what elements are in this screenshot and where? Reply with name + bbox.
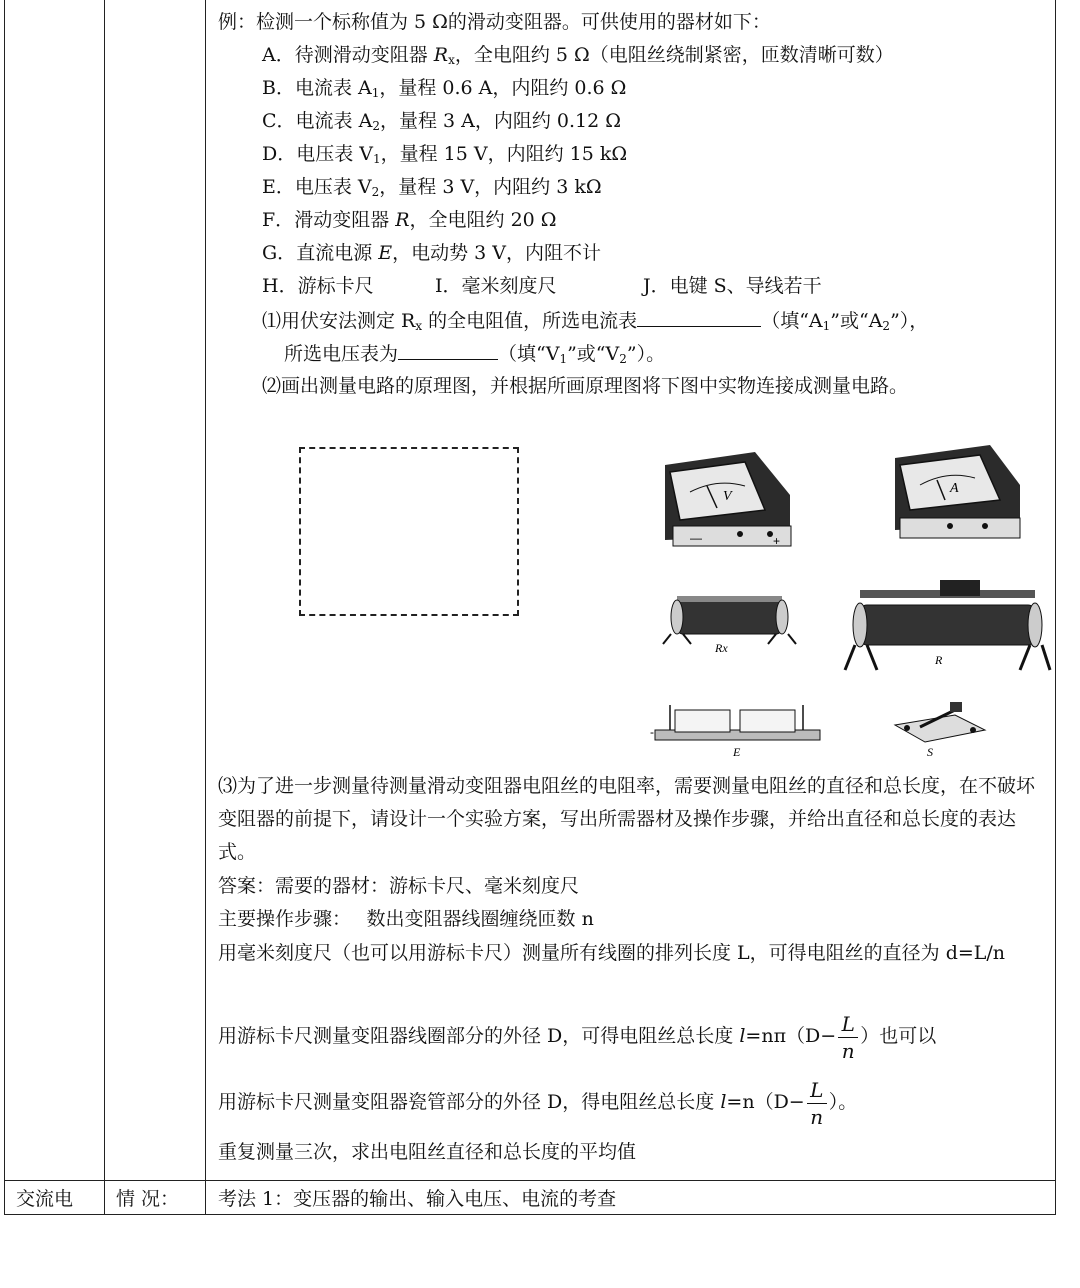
list-item: G．直流电源 E，电动势 3 V，内阻不计 — [262, 242, 601, 264]
question-1-line-2: 所选电压表为 （填“$V_1$”或“$V_2$”）。 — [284, 343, 666, 366]
table-border-bottom — [4, 1214, 1056, 1215]
voltmeter-device — [665, 452, 791, 548]
answer-blank-voltmeter[interactable] — [398, 341, 498, 360]
e-label: E — [733, 745, 741, 759]
situation-cell: 情 况： — [116, 1188, 180, 1210]
r-label: R — [935, 653, 943, 667]
svg-text:+: + — [773, 534, 781, 548]
switch-device — [895, 702, 985, 759]
answer-blank-ammeter[interactable] — [637, 308, 761, 327]
list-item: B．电流表 $A_1$，量程 0.6 A，内阻约 0.6 Ω — [262, 77, 627, 100]
question-1-line-1: ⑴用伏安法测定 $R_x$ 的全电阻值，所选电流表 （填“$A_1$”或“$A_2$”）， — [262, 310, 929, 333]
row-divider — [4, 1180, 1056, 1181]
list-item: H．游标卡尺 — [262, 275, 374, 297]
answer-materials: 答案：需要的器材：游标卡尺、毫米刻度尺 — [218, 875, 580, 897]
list-item: J．电键 S、导线若干 — [643, 275, 822, 297]
list-item: E．电压表 $V_2$，量程 3 V，内阻约 3 kΩ — [262, 176, 602, 199]
r-rheostat-device — [845, 580, 1050, 670]
list-item: C．电流表 $A_2$，量程 3 A，内阻约 0.12 Ω — [262, 110, 621, 133]
table-border-right — [1055, 0, 1056, 1215]
circuit-diagram-box[interactable] — [299, 447, 519, 616]
example-title: 例：检测一个标称值为 5 Ω的滑动变阻器。可供使用的器材如下： — [218, 11, 771, 33]
question-3: ⑶为了进一步测量待测量滑动变阻器电阻丝的电阻率，需要测量电阻丝的直径和总长度，在不破坏变阻器的前提下，请设计一个实验方案，写出所需器材及操作步骤，并给出直径和总长度的表达式。 — [218, 775, 1036, 863]
question-2: ⑵画出测量电路的原理图，并根据所画原理图将下图中实物连接成测量电路。 — [262, 375, 909, 397]
table-divider-1 — [104, 0, 105, 1215]
table-border-left — [4, 0, 5, 1215]
fraction-l-over-n: $\frac{L}{n}$ — [838, 1013, 858, 1062]
ammeter-label: A — [950, 481, 959, 496]
answer-step-5: 重复测量三次，求出电阻丝直径和总长度的平均值 — [218, 1141, 637, 1163]
table-divider-2 — [205, 0, 206, 1215]
topic-cell: 交流电 — [16, 1188, 74, 1210]
answer-step-4: 用游标卡尺测量变阻器瓷管部分的外径 D，得电阻丝总长度 l=n（D− $\frac{L}{n}$ ）。 — [218, 1077, 858, 1129]
list-item: A．待测滑动变阻器 $R_x$，全电阻约 5 Ω（电阻丝绕制紧密，匝数清晰可数） — [262, 44, 894, 67]
list-item: I．毫米刻度尺 — [435, 275, 557, 297]
answer-step-3: 用游标卡尺测量变阻器线圈部分的外径 D，可得电阻丝总长度 l=nπ（D− $\frac{L}{n}$ ）也可以 — [218, 1011, 937, 1063]
exam-point-cell: 考法 1：变压器的输出、输入电压、电流的考查 — [218, 1188, 617, 1210]
list-item: D．电压表 $V_1$，量程 15 V，内阻约 15 kΩ — [262, 143, 628, 166]
rx-label: Rx — [715, 641, 728, 655]
list-item: F．滑动变阻器 R，全电阻约 20 Ω — [262, 209, 557, 231]
svg-text:-: - — [650, 725, 654, 739]
answer-step-2: 用毫米刻度尺（也可以用游标卡尺）测量所有线圈的排列长度 L，可得电阻丝的直径为 d=L/n — [218, 942, 1006, 964]
answer-steps: 主要操作步骤： 数出变阻器线圈缠绕匝数 n — [218, 908, 594, 930]
equipment-figure — [645, 430, 1055, 760]
svg-text:—: — — [690, 531, 702, 545]
fraction-l-over-n: $\frac{L}{n}$ — [807, 1079, 827, 1128]
rx-rheostat-device — [663, 596, 796, 655]
ammeter-device — [895, 445, 1020, 538]
voltmeter-label: V — [723, 489, 732, 504]
battery-device — [650, 705, 820, 759]
s-label: S — [927, 745, 933, 759]
